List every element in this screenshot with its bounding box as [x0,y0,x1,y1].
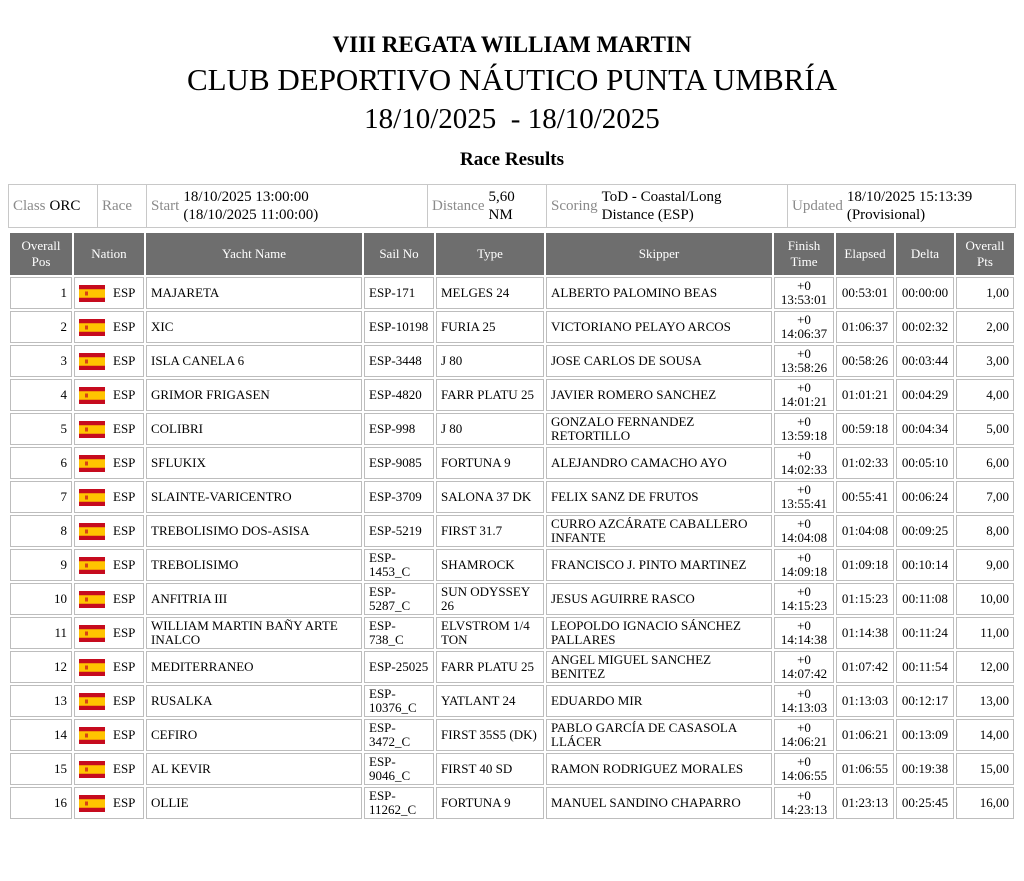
nation-code: ESP [113,591,136,606]
overall-pts: 6,00 [956,447,1014,479]
table-row [10,617,1014,649]
nation-code: ESP [113,557,136,572]
table-row [10,515,1014,547]
overall-pos: 8 [10,515,72,547]
sail-no: ESP-5287_C [364,583,434,615]
elapsed-time: 01:07:42 [836,651,894,683]
elapsed-time: 01:02:33 [836,447,894,479]
skipper: MANUEL SANDINO CHAPARRO [546,787,772,819]
nation-cell [74,515,144,547]
spain-flag-icon [79,353,105,370]
overall-pos: 4 [10,379,72,411]
yacht-type: FARR PLATU 25 [436,651,544,683]
finish-time: +0 13:59:18 [774,413,834,445]
nation-cell [74,311,144,343]
elapsed-time: 01:15:23 [836,583,894,615]
section-title: Race Results [460,149,564,170]
col-sail-no: Sail No [364,233,434,275]
overall-pts: 9,00 [956,549,1014,581]
skipper: GONZALO FERNANDEZ RETORTILLO [546,413,772,445]
overall-pos: 12 [10,651,72,683]
nation-code: ESP [113,693,136,708]
start-value-local: (18/10/2025 11:00:00) [183,207,319,223]
spain-flag-icon [79,693,105,710]
spain-flag-icon [79,421,105,438]
finish-time: +0 14:15:23 [774,583,834,615]
race-info-table [8,184,1016,228]
delta-time: 00:09:25 [896,515,954,547]
delta-time: 00:12:17 [896,685,954,717]
overall-pos: 11 [10,617,72,649]
table-row [10,583,1014,615]
nation-cell [74,481,144,513]
nation-code: ESP [113,659,136,674]
nation-cell [74,379,144,411]
yacht-name: SFLUKIX [146,447,362,479]
distance-unit: NM [488,207,513,223]
yacht-type: J 80 [436,413,544,445]
yacht-type: SALONA 37 DK [436,481,544,513]
elapsed-time: 01:14:38 [836,617,894,649]
nation-code: ESP [113,353,136,368]
table-row [10,481,1014,513]
yacht-type: FORTUNA 9 [436,447,544,479]
nation-cell [74,685,144,717]
table-row [10,447,1014,479]
sail-no: ESP-998 [364,413,434,445]
overall-pts: 13,00 [956,685,1014,717]
delta-time: 00:05:10 [896,447,954,479]
yacht-name: MAJARETA [146,277,362,309]
finish-time: +0 13:58:26 [774,345,834,377]
yacht-name: SLAINTE-VARICENTRO [146,481,362,513]
yacht-type: FARR PLATU 25 [436,379,544,411]
race-cell [98,185,147,228]
overall-pts: 1,00 [956,277,1014,309]
overall-pos: 6 [10,447,72,479]
nation-cell [74,277,144,309]
nation-code: ESP [113,761,136,776]
sail-no: ESP-11262_C [364,787,434,819]
spain-flag-icon [79,727,105,744]
table-row [10,379,1014,411]
overall-pts: 7,00 [956,481,1014,513]
yacht-name: OLLIE [146,787,362,819]
club-name: CLUB DEPORTIVO NÁUTICO PUNTA UMBRÍA [186,62,838,97]
finish-time: +0 14:23:13 [774,787,834,819]
class-value: ORC [49,198,81,214]
overall-pos: 1 [10,277,72,309]
table-row [10,787,1014,819]
yacht-type: FURIA 25 [436,311,544,343]
overall-pos: 13 [10,685,72,717]
delta-time: 00:00:00 [896,277,954,309]
overall-pts: 10,00 [956,583,1014,615]
col-overall-pos: Overall Pos [10,233,72,275]
skipper: FELIX SANZ DE FRUTOS [546,481,772,513]
yacht-name: RUSALKA [146,685,362,717]
results-header-row [10,233,1014,275]
yacht-name: GRIMOR FRIGASEN [146,379,362,411]
delta-time: 00:10:14 [896,549,954,581]
spain-flag-icon [79,625,105,642]
delta-time: 00:02:32 [896,311,954,343]
finish-time: +0 14:06:55 [774,753,834,785]
nation-code: ESP [113,489,136,504]
yacht-type: FIRST 40 SD [436,753,544,785]
delta-time: 00:19:38 [896,753,954,785]
nation-code: ESP [113,285,136,300]
finish-time: +0 13:55:41 [774,481,834,513]
nation-code: ESP [113,625,136,640]
finish-time: +0 14:02:33 [774,447,834,479]
elapsed-time: 01:13:03 [836,685,894,717]
delta-time: 00:04:34 [896,413,954,445]
sail-no: ESP-3448 [364,345,434,377]
table-row [10,345,1014,377]
elapsed-time: 01:04:08 [836,515,894,547]
overall-pts: 8,00 [956,515,1014,547]
overall-pos: 16 [10,787,72,819]
scoring-value-2: Distance (ESP) [601,207,694,223]
scoring-label: Scoring [551,198,598,214]
finish-time: +0 14:09:18 [774,549,834,581]
spain-flag-icon [79,387,105,404]
col-nation: Nation [74,233,144,275]
nation-code: ESP [113,319,136,334]
skipper: EDUARDO MIR [546,685,772,717]
scoring-cell [547,185,788,228]
delta-time: 00:11:54 [896,651,954,683]
col-elapsed: Elapsed [836,233,894,275]
overall-pos: 10 [10,583,72,615]
sail-no: ESP-3472_C [364,719,434,751]
spain-flag-icon [79,285,105,302]
yacht-type: ELVSTROM 1/4 TON [436,617,544,649]
yacht-type: YATLANT 24 [436,685,544,717]
table-row [10,753,1014,785]
table-row [10,277,1014,309]
nation-cell [74,447,144,479]
finish-time: +0 14:14:38 [774,617,834,649]
class-cell [9,185,98,228]
overall-pos: 7 [10,481,72,513]
skipper: FRANCISCO J. PINTO MARTINEZ [546,549,772,581]
skipper: CURRO AZCÁRATE CABALLERO INFANTE [546,515,772,547]
delta-time: 00:13:09 [896,719,954,751]
sail-no: ESP-25025 [364,651,434,683]
col-overall-pts: Overall Pts [956,233,1014,275]
yacht-name: MEDITERRANEO [146,651,362,683]
yacht-name: WILLIAM MARTIN BAÑY ARTE INALCO [146,617,362,649]
sail-no: ESP-4820 [364,379,434,411]
spain-flag-icon [79,591,105,608]
table-row [10,651,1014,683]
class-label: Class [13,198,46,214]
elapsed-time: 00:58:26 [836,345,894,377]
skipper: VICTORIANO PELAYO ARCOS [546,311,772,343]
elapsed-time: 01:01:21 [836,379,894,411]
distance-cell [428,185,547,228]
table-row [10,685,1014,717]
sail-no: ESP-1453_C [364,549,434,581]
scoring-value: ToD - Coastal/Long [601,189,722,205]
overall-pos: 15 [10,753,72,785]
yacht-name: TREBOLISIMO [146,549,362,581]
elapsed-time: 01:09:18 [836,549,894,581]
delta-time: 00:11:24 [896,617,954,649]
elapsed-time: 00:55:41 [836,481,894,513]
yacht-type: FIRST 31.7 [436,515,544,547]
finish-time: +0 14:06:37 [774,311,834,343]
skipper: PABLO GARCÍA DE CASASOLA LLÁCER [546,719,772,751]
overall-pts: 14,00 [956,719,1014,751]
delta-time: 00:06:24 [896,481,954,513]
overall-pos: 14 [10,719,72,751]
overall-pos: 2 [10,311,72,343]
col-delta: Delta [896,233,954,275]
event-title: VIII REGATA WILLIAM MARTIN [332,32,692,57]
yacht-type: FORTUNA 9 [436,787,544,819]
updated-value: 18/10/2025 15:13:39 [846,189,973,205]
yacht-type: FIRST 35S5 (DK) [436,719,544,751]
nation-code: ESP [113,455,136,470]
spain-flag-icon [79,761,105,778]
nation-code: ESP [113,727,136,742]
delta-time: 00:25:45 [896,787,954,819]
overall-pts: 5,00 [956,413,1014,445]
col-finish-time: Finish Time [774,233,834,275]
skipper: JAVIER ROMERO SANCHEZ [546,379,772,411]
overall-pts: 11,00 [956,617,1014,649]
finish-time: +0 14:07:42 [774,651,834,683]
nation-cell [74,651,144,683]
delta-time: 00:11:08 [896,583,954,615]
nation-cell [74,617,144,649]
start-label: Start [151,198,180,214]
updated-cell [788,185,1016,228]
sail-no: ESP-10376_C [364,685,434,717]
overall-pos: 3 [10,345,72,377]
nation-code: ESP [113,421,136,436]
spain-flag-icon [79,795,105,812]
col-type: Type [436,233,544,275]
start-cell [147,185,428,228]
nation-code: ESP [113,387,136,402]
skipper: LEOPOLDO IGNACIO SÁNCHEZ PALLARES [546,617,772,649]
results-table [8,231,1016,821]
skipper: JOSE CARLOS DE SOUSA [546,345,772,377]
sail-no: ESP-738_C [364,617,434,649]
overall-pts: 3,00 [956,345,1014,377]
delta-time: 00:03:44 [896,345,954,377]
overall-pts: 12,00 [956,651,1014,683]
finish-time: +0 14:06:21 [774,719,834,751]
yacht-name: CEFIRO [146,719,362,751]
yacht-name: AL KEVIR [146,753,362,785]
elapsed-time: 01:06:21 [836,719,894,751]
overall-pts: 4,00 [956,379,1014,411]
nation-cell [74,549,144,581]
sail-no: ESP-171 [364,277,434,309]
spain-flag-icon [79,455,105,472]
nation-cell [74,787,144,819]
yacht-type: MELGES 24 [436,277,544,309]
yacht-type: SHAMROCK [436,549,544,581]
table-row [10,413,1014,445]
overall-pos: 5 [10,413,72,445]
nation-code: ESP [113,523,136,538]
yacht-name: TREBOLISIMO DOS-ASISA [146,515,362,547]
yacht-name: ISLA CANELA 6 [146,345,362,377]
spain-flag-icon [79,557,105,574]
updated-status: (Provisional) [846,207,926,223]
yacht-name: COLIBRI [146,413,362,445]
col-yacht-name: Yacht Name [146,233,362,275]
sail-no: ESP-9085 [364,447,434,479]
skipper: JESUS AGUIRRE RASCO [546,583,772,615]
distance-label: Distance [432,198,485,214]
elapsed-time: 01:06:37 [836,311,894,343]
overall-pts: 2,00 [956,311,1014,343]
delta-time: 00:04:29 [896,379,954,411]
table-row [10,311,1014,343]
event-dates: 18/10/2025 - 18/10/2025 [364,103,660,135]
race-label: Race [102,198,132,214]
nation-cell [74,719,144,751]
nation-cell [74,583,144,615]
spain-flag-icon [79,319,105,336]
elapsed-time: 01:23:13 [836,787,894,819]
spain-flag-icon [79,523,105,540]
yacht-type: SUN ODYSSEY 26 [436,583,544,615]
skipper: ALEJANDRO CAMACHO AYO [546,447,772,479]
finish-time: +0 14:01:21 [774,379,834,411]
sail-no: ESP-10198 [364,311,434,343]
table-row [10,719,1014,751]
overall-pts: 16,00 [956,787,1014,819]
finish-time: +0 14:04:08 [774,515,834,547]
sail-no: ESP-9046_C [364,753,434,785]
updated-label: Updated [792,198,843,214]
spain-flag-icon [79,489,105,506]
sail-no: ESP-5219 [364,515,434,547]
skipper: ANGEL MIGUEL SANCHEZ BENITEZ [546,651,772,683]
distance-value: 5,60 [488,189,515,205]
elapsed-time: 00:59:18 [836,413,894,445]
finish-time: +0 14:13:03 [774,685,834,717]
nation-cell [74,413,144,445]
finish-time: +0 13:53:01 [774,277,834,309]
nation-cell [74,345,144,377]
spain-flag-icon [79,659,105,676]
yacht-name: ANFITRIA III [146,583,362,615]
elapsed-time: 00:53:01 [836,277,894,309]
overall-pos: 9 [10,549,72,581]
nation-code: ESP [113,795,136,810]
col-skipper: Skipper [546,233,772,275]
skipper: RAMON RODRIGUEZ MORALES [546,753,772,785]
yacht-type: J 80 [436,345,544,377]
yacht-name: XIC [146,311,362,343]
start-value: 18/10/2025 13:00:00 [183,189,309,205]
table-row [10,549,1014,581]
nation-cell [74,753,144,785]
overall-pts: 15,00 [956,753,1014,785]
sail-no: ESP-3709 [364,481,434,513]
elapsed-time: 01:06:55 [836,753,894,785]
skipper: ALBERTO PALOMINO BEAS [546,277,772,309]
